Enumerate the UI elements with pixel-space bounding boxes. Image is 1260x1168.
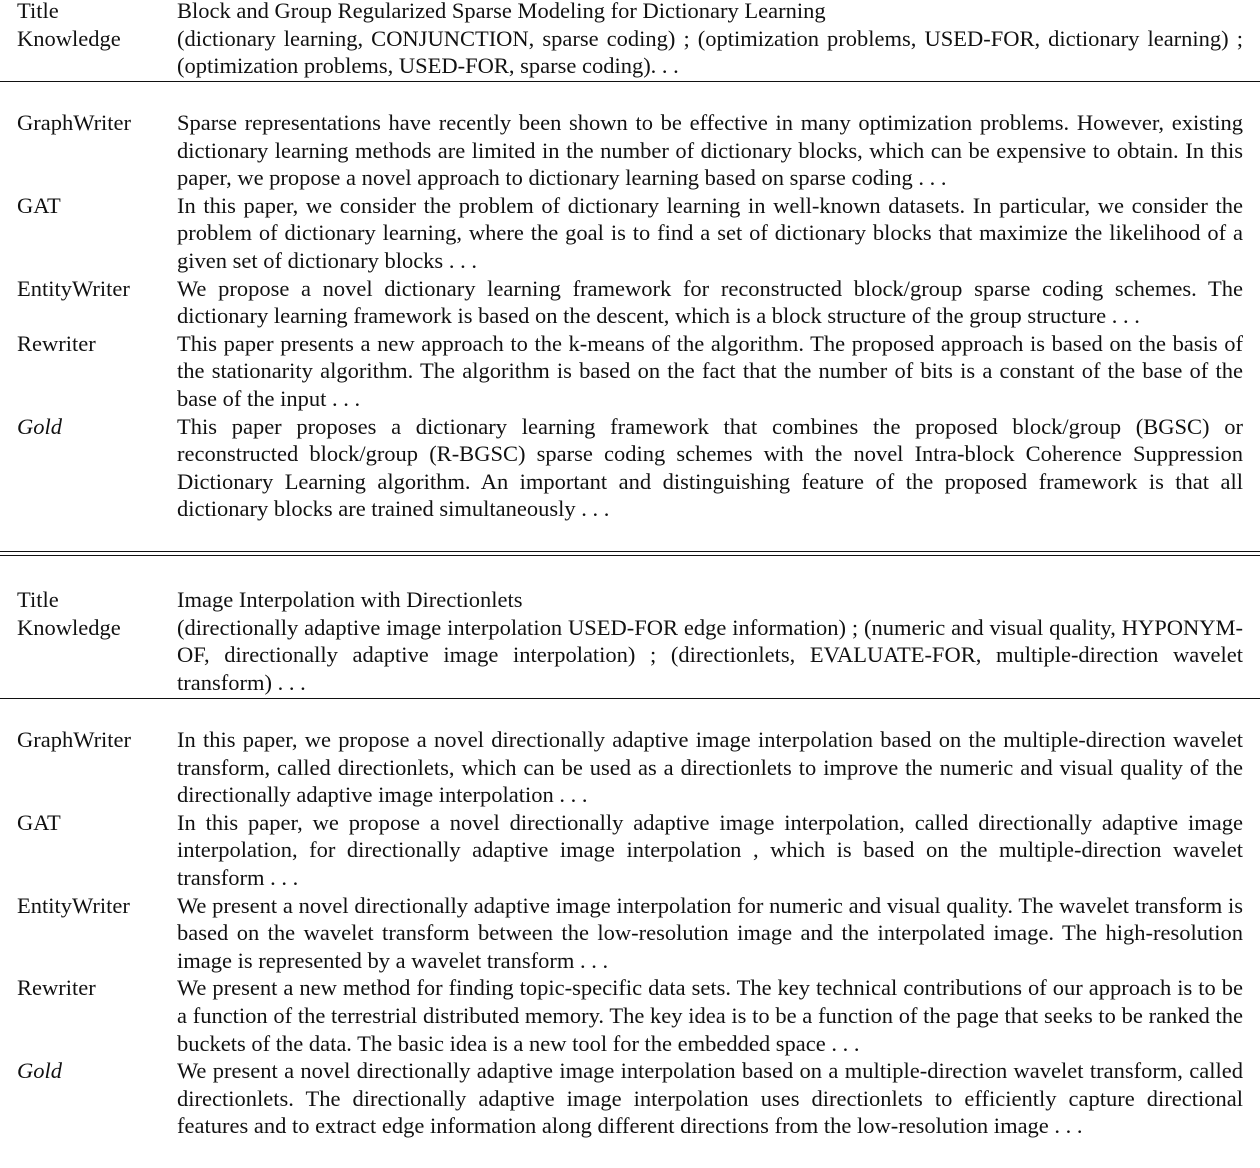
output-text: We present a new method for finding topic-specific data sets. The key technical contributions of our approach is to be a function of the terrestrial distributed memory. The key idea is to be a function of the page that seeks to be ranked the buckets of the data. The basic idea is a new tool for the embedded space . . . [177, 975, 1243, 1056]
example-2-header [0, 586, 1260, 696]
output-row-entitywriter [0, 892, 1260, 975]
output-text: This paper presents a new approach to the k-means of the algorithm. The proposed approach is based on the basis of the stationarity algorithm. The algorithm is based on the fact that the number of bits is a constant of the base of the base of the input . . . [177, 330, 1243, 411]
paper-title: Block and Group Regularized Sparse Modeling for Dictionary Learning [177, 0, 826, 23]
divider [0, 81, 1260, 82]
output-text: We propose a novel dictionary learning framework for reconstructed block/group sparse coding schemes. The dictionary learning framework is based on the descent, which is a block structure of the group structure . . . [177, 275, 1243, 329]
knowledge-text: (directionally adaptive image interpolation USED-FOR edge information) ; (numeric and visual quality, HYPONYM-OF, directionally adaptive image interpolation) ; (directionlets, EVALUATE-FOR, multiple-direction wavelet transform) . . . [177, 614, 1243, 695]
row-label: Gold [17, 413, 62, 439]
output-text: We present a novel directionally adaptive image interpolation for numeric and visual quality. The wavelet transform is based on the wavelet transform between the low-resolution image and the interpolated image. The high-resolution image is represented by a wavelet transform . . . [177, 892, 1243, 973]
example-1-header [0, 0, 1260, 80]
row-label: EntityWriter [17, 892, 130, 918]
paper-title: Image Interpolation with Directionlets [177, 587, 523, 612]
output-text: In this paper, we propose a novel directionally adaptive image interpolation based on the multiple-direction wavelet transform, called directionlets, which can be used as a directionlets to improve the numeric and visual quality of the directionally adaptive image interpolation . . . [177, 727, 1243, 808]
output-row-graphwriter [0, 109, 1260, 192]
row-label: Title [17, 587, 59, 612]
row-label: GAT [17, 809, 61, 835]
output-row-rewriter [0, 974, 1260, 1057]
output-text: This paper proposes a dictionary learning framework that combines the proposed block/group (BGSC) or reconstructed block/group (R-BGSC) sparse coding schemes with the novel Intra-block Coherence Suppression Dictionary Learning algorithm. An important and distinguishing feature of the proposed framework is that all dictionary blocks are trained simultaneously . . . [177, 413, 1243, 522]
row-label: Rewriter [17, 975, 96, 1001]
example-1-outputs [0, 109, 1260, 523]
output-text: We present a novel directionally adaptive image interpolation based on a multiple-direction wavelet transform, called directionlets. The directionally adaptive image interpolation uses directionlets to efficiently capture directional features and to extract edge information along different directions from the low-resolution image . . . [177, 1058, 1243, 1139]
knowledge-row [0, 25, 1260, 80]
output-row-gold [0, 413, 1260, 523]
row-label: Knowledge [17, 25, 121, 51]
row-label: GAT [17, 192, 61, 218]
double-rule-bottom [0, 555, 1260, 556]
knowledge-text: (dictionary learning, CONJUNCTION, sparse coding) ; (optimization problems, USED-FOR, dictionary learning) ; (optimization problems, USED-FOR, sparse coding). . . [177, 25, 1243, 79]
output-text: Sparse representations have recently been shown to be effective in many optimization problems. However, existing dictionary learning methods are limited in the number of dictionary blocks, which can be expensive to obtain. In this paper, we propose a novel approach to dictionary learning based on sparse coding . . . [177, 110, 1243, 191]
output-text: In this paper, we propose a novel directionally adaptive image interpolation, called directionally adaptive image interpolation, for directionally adaptive image interpolation , which is based on the multiple-direction wavelet transform . . . [177, 809, 1243, 890]
example-2-outputs [0, 726, 1260, 1140]
row-label: Title [17, 0, 59, 23]
row-label: GraphWriter [17, 727, 132, 752]
title-row [0, 586, 1260, 614]
output-row-entitywriter [0, 275, 1260, 330]
row-label: EntityWriter [17, 275, 130, 301]
row-label: Gold [17, 1058, 62, 1084]
output-text: In this paper, we consider the problem of dictionary learning in well-known datasets. In particular, we consider the problem of dictionary learning, where the goal is to find a set of dictionary blocks that maximize the likelihood of a given set of dictionary blocks . . . [177, 192, 1243, 273]
output-row-rewriter [0, 330, 1260, 413]
output-row-graphwriter [0, 726, 1260, 809]
row-label: GraphWriter [17, 110, 132, 135]
knowledge-row [0, 614, 1260, 697]
row-label: Rewriter [17, 330, 96, 356]
output-row-gold [0, 1057, 1260, 1140]
double-rule-top [0, 551, 1260, 552]
output-row-gat [0, 192, 1260, 275]
title-row [0, 0, 1260, 25]
output-row-gat [0, 809, 1260, 892]
row-label: Knowledge [17, 614, 121, 640]
divider [0, 698, 1260, 699]
